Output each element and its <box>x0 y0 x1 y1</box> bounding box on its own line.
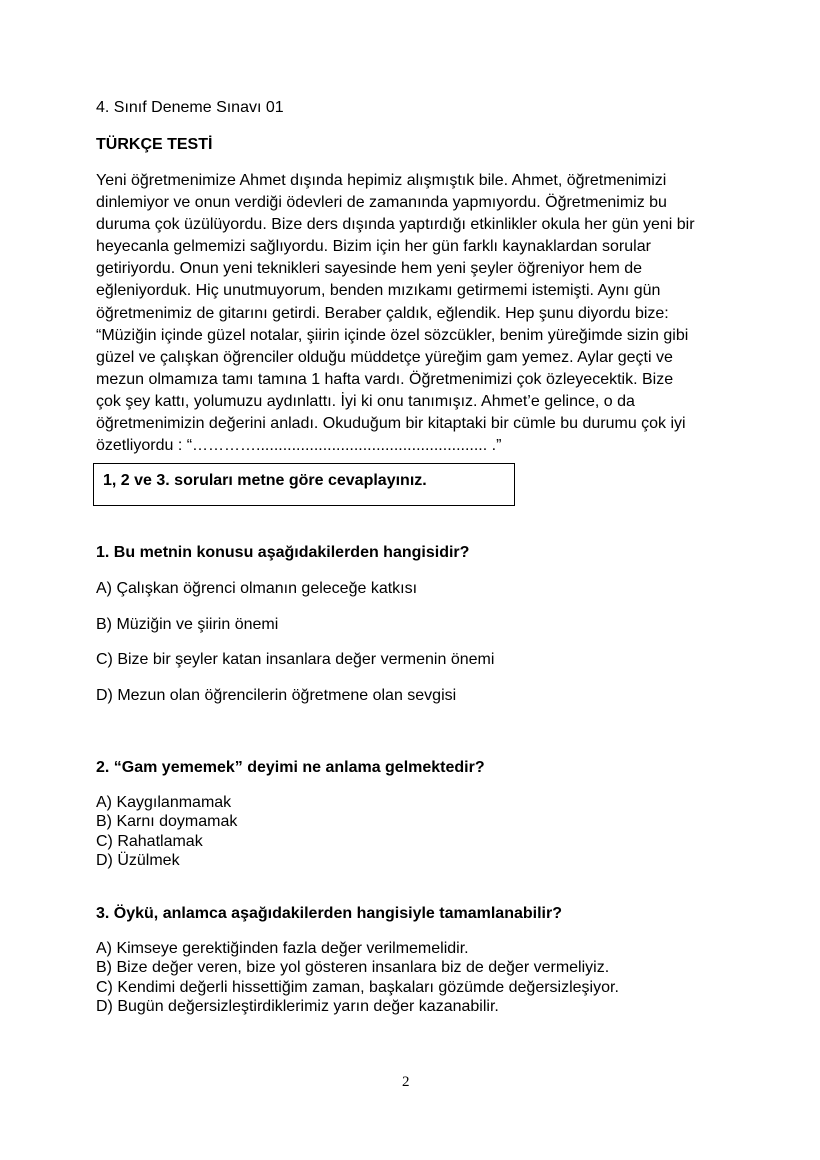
question-2-option-d: D) Üzülmek <box>96 851 180 869</box>
passage-line: heyecanla gelmemizi sağlıyordu. Bizim için her gün farklı kaynaklardan sorular <box>96 238 651 256</box>
question-3-option-c: C) Kendimi değerli hissettiğim zaman, başkaları gözümde değersizleşiyor. <box>96 978 619 996</box>
test-title: TÜRKÇE TESTİ <box>96 136 213 153</box>
passage-line: duruma çok üzülüyordu. Bize ders dışında yaptırdığı etkinlikler okula her gün yeni bir <box>96 216 695 234</box>
instruction-text: 1, 2 ve 3. soruları metne göre cevaplayınız. <box>103 472 427 489</box>
question-1-option-d: D) Mezun olan öğrencilerin öğretmene olan sevgisi <box>96 687 457 704</box>
question-2-options <box>96 793 237 870</box>
passage-line: Yeni öğretmenimize Ahmet dışında hepimiz alışmıştık bile. Ahmet, öğretmenimizi <box>96 172 667 189</box>
passage-line: mezun olmamıza tamı tamına 1 hafta vardı. Öğretmenimizi çok özleyecektik. Bize <box>96 370 674 388</box>
question-3-title: 3. Öykü, anlamca aşağıdakilerden hangisiyle tamamlanabilir? <box>96 905 562 922</box>
passage-line: çok şey kattı, yolumuzu aydınlattı. İyi ki onu tanımışız. Ahmet’e gelince, o da <box>96 392 635 410</box>
passage-line: “Müziğin içinde güzel notalar, şiirin içinde özel sözcükler, benim yüreğimde sizin gibi <box>96 326 689 344</box>
question-2-option-a: A) Kaygılanmamak <box>96 794 232 811</box>
question-2-option-b: B) Karnı doymamak <box>96 813 238 831</box>
question-3-options <box>96 939 619 1016</box>
passage-line: özetliyordu : “………….................................................... .” <box>96 437 502 455</box>
question-3-option-b: B) Bize değer veren, bize yol gösteren insanlara biz de değer vermeliyiz. <box>96 959 610 977</box>
question-1-option-b: B) Müziğin ve şiirin önemi <box>96 616 279 633</box>
question-3-option-a: A) Kimseye gerektiğinden fazla değer verilmemelidir. <box>96 940 469 957</box>
reading-passage <box>96 170 716 457</box>
passage-line: eğleniyorduk. Hiç unutmuyorum, benden mızıkamı getirmemi istemişti. Aynı gün <box>96 282 661 300</box>
question-1-title: 1. Bu metnin konusu aşağıdakilerden hangisidir? <box>96 544 470 561</box>
page-number: 2 <box>402 1074 410 1090</box>
passage-line: getiriyordu. Onun yeni teknikleri sayesinde hem yeni şeyler öğreniyor hem de <box>96 260 643 278</box>
question-3-option-d: D) Bugün değersizleştirdiklerimiz yarın değer kazanabilir. <box>96 997 499 1015</box>
exam-title: 4. Sınıf Deneme Sınavı 01 <box>96 99 284 116</box>
question-2-title: 2. “Gam yememek” deyimi ne anlama gelmektedir? <box>96 759 485 776</box>
question-2-option-c: C) Rahatlamak <box>96 832 203 850</box>
passage-line: öğretmenimizin değerini anladı. Okuduğum bir kitaptaki bir cümle bu durumu çok iyi <box>96 415 686 433</box>
passage-line: dinlemiyor ve onun verdiği ödevleri de zamanında yapmıyordu. Öğretmenimiz bu <box>96 194 667 212</box>
passage-line: öğretmenimiz de gitarını getirdi. Beraber çaldık, eğlendik. Hep şunu diyordu bize: <box>96 304 669 322</box>
passage-line: güzel ve çalışkan öğrenciler olduğu müddetçe yüreğim gam yemez. Aylar geçti ve <box>96 348 673 366</box>
question-1-option-c: C) Bize bir şeyler katan insanlara değer vermenin önemi <box>96 651 495 668</box>
question-1-option-a: A) Çalışkan öğrenci olmanın geleceğe katkısı <box>96 580 418 597</box>
instruction-box <box>93 463 515 506</box>
